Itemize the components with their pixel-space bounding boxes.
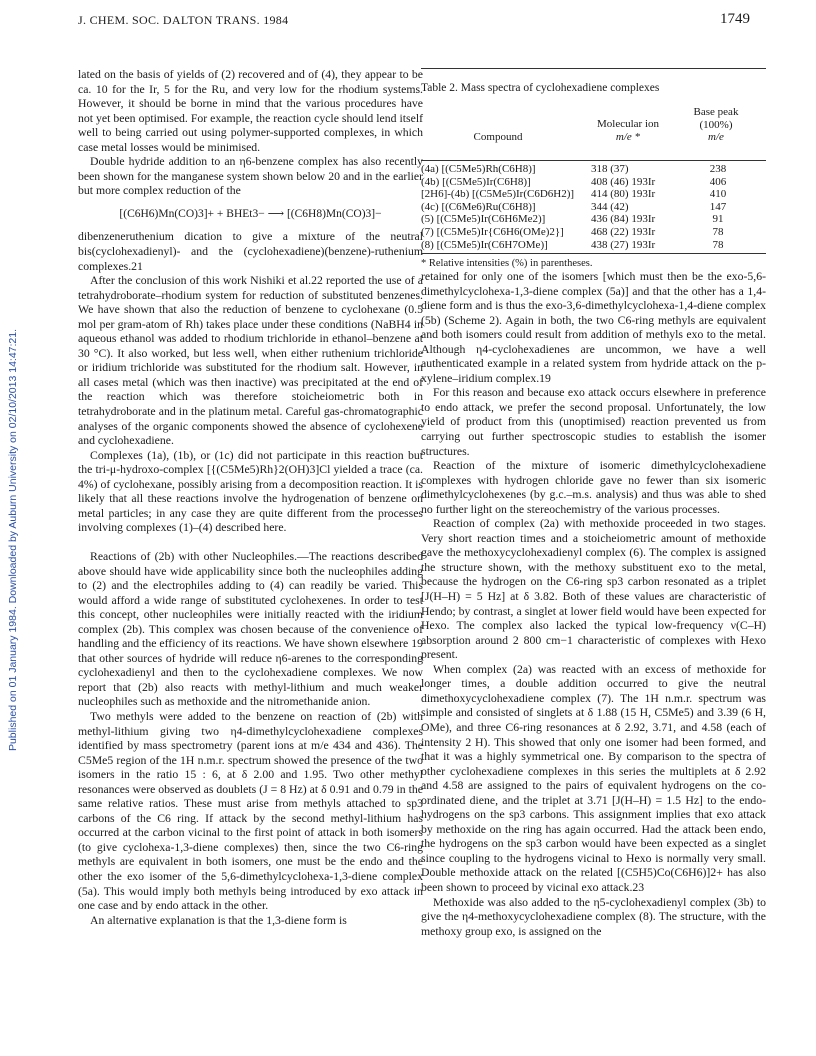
table-row	[421, 239, 766, 252]
table-2	[421, 68, 766, 269]
molecular-ion-cell: 344 (42)	[591, 200, 629, 213]
header-base-peak: Base peak (100%) m/e	[693, 106, 739, 143]
paragraph: For this reason and because exo attack occurs elsewhere in preference to endo attack, we prefer the second proposal. Unfortunately, the low yield of product from this (unoptimised) reaction prevented us from carrying out further spectroscopic studies to establish the isomer structures.	[421, 386, 766, 458]
molecular-ion-cell: 318 (37)	[591, 163, 629, 175]
table-header	[421, 106, 766, 160]
right-column	[421, 270, 766, 939]
base-peak-cell: 91	[712, 213, 724, 226]
paragraph: dibenzeneruthenium dication to give a mixture of the neutral bis(cyclohexadienyl)- and the (cyclohexadiene)(benzene)-ruthenium complexes.21	[78, 230, 423, 273]
header-compound: Compound	[473, 131, 523, 143]
table-row	[421, 213, 766, 226]
table-footnote: * Relative intensities (%) in parentheses.	[421, 258, 593, 270]
base-peak-cell: 147	[709, 200, 727, 213]
paragraph: Complexes (1a), (1b), or (1c) did not participate in this reaction but the tri-μ-hydroxo-complex [{(C5Me5)Rh}2(OH)3]Cl yielded a trace (ca. 4%) of cyclohexane, possibly arising from a decomposition reaction. It is likely that all these reactions involve the hydrogenation of benzene on metal particles; in any case they are quite different from the processes involving complexes (1)–(4) described here.	[78, 448, 423, 535]
molecular-ion-cell: 414 (80) 193Ir	[591, 188, 656, 201]
paragraph: An alternative explanation is that the 1,3-diene form is	[90, 913, 347, 927]
table-top-rule	[421, 68, 766, 69]
base-peak-cell: 78	[712, 238, 724, 251]
left-column	[78, 68, 423, 928]
paragraph: Two methyls were added to the benzene on reaction of (2b) with methyl-lithium giving two η4-dimethylcyclohexadiene complexes identified by mass spectrometry (parent ions at m/e 434 and 436). The C5Me5 region of the 1H n.m.r. spectrum showed the presence of the two isomers in the ratio 15 : 6, at δ 2.00 and 1.95. Two other methyl resonances were observed as doublets (J = 8 Hz) at δ 0.91 and 0.79 in the same relative ratios. These must arise from methyls attached to sp3 carbons of the C6 ring. If attack by the second methyl-lithium has occurred at the carbon vicinal to the first point of attack in both isomers (to give cyclohexa-1,3-diene complexes) then, since the two C6-ring methyls are equivalent in both isomers, one must be the endo and the other the exo isomer of the 5,6-dimethylcyclohexa-1,3-diene complex (5a). This would imply both methyls being introduced by exo attack in one case and by endo attack in the other.	[78, 709, 423, 913]
table-title: Table 2. Mass spectra of cyclohexadiene complexes	[421, 82, 660, 94]
table-bottom-rule	[421, 253, 766, 254]
paragraph: Double hydride addition to an η6-benzene complex has also recently been shown for the manganese system shown below 20 and in the earlier but more complex reduction of the	[78, 155, 423, 198]
paragraph: lated on the basis of yields of (2) recovered and of (4), they appear to be ca. 10 for the Ir, 5 for the Ru, and very low for the rhodium systems. However, it should be borne in mind that the various procedures have not yet been optimised. For example, the reaction cycle should lend itself well to being carried out using polymer-supported complexes, in which case metal losses would be minimised.	[78, 68, 423, 154]
header-molecular-ion: Molecular ion m/e *	[596, 118, 659, 143]
base-peak-cell: 410	[709, 188, 727, 201]
paragraph: Methoxide was also added to the η5-cyclohexadienyl complex (3b) to give the η4-methoxycyclohexadiene complex (8). The structure, with the methoxy group exo, is assigned on the	[421, 895, 766, 938]
molecular-ion-cell: 436 (84) 193Ir	[591, 213, 656, 226]
table-row	[421, 201, 766, 214]
table-row	[421, 163, 766, 176]
section-paragraph: Reactions of (2b) with other Nucleophiles.—The reactions described above should have wide applicability since both the nucleophiles adding to (2) and the electrophiles adding to (4) can readily be varied. This would afford a wide range of substituted cyclohexenes. In order to test this concept, other nucleophiles were initially reacted with the iridium complex (2b). This complex was chosen because of the convenience of handling and the efficiency of its reactions. We have shown elsewhere 19 that other sources of hydride will reduce η6-arenes to the corresponding cyclohexadienyl and then to the cyclohexadiene complexes. We now report that (2b) also reacts with methyl-lithium and much weaker nucleophiles such as methoxide and the nitromethanide anion.	[78, 549, 423, 709]
compound-cell: (5) [(C5Me5)Ir(C6H6Me2)]	[421, 213, 546, 226]
base-peak-cell: 238	[709, 163, 727, 175]
paragraph: After the conclusion of this work Nishiki et al.22 reported the use of a tetrahydroborate–rhodium system for reduction of substituted benzenes. We have shown that also the reduction of benzene to cyclohexane (0.5 mol per gram-atom of Rh) takes place under these conditions (NaBH4 in aqueous ethanol was added to rhodium trichloride in ethanol–benzene at 30 °C). It also worked, but less well, when either ruthenium trichloride or iridium trichloride was substituted for the rhodium salt. However, in all cases metal (which was then inactive) was precipitated at the end of the reaction which was therefore stoicheiometric both in tetrahydroborate and in the platinum metal. Careful gas-chromatographic analyses of the organic components showed the absence of cyclohexene and cyclohexadiene.	[78, 274, 423, 448]
paragraph: retained for only one of the isomers [which must then be the exo-5,6-dimethylcyclohexa-1,3-diene complex (5a)] and that the other has a 1,4-diene form and is thus the exo-3,6-dimethylcyclohexa-1,4-diene complex (5b) (Scheme 2). Again in both, the two C6-ring methyls are equivalent and both isomers could result from addition of methyls exo to the metal. Although η4-cyclohexadienes are uncommon, we have a well authenticated example in a related system from hydride attack on the p-xylene–iridium complex.19	[421, 270, 766, 385]
compound-cell: [2H6]-(4b) [(C5Me5)Ir(C6D6H2)]	[421, 188, 575, 201]
download-watermark-text: Published on 01 January 1984. Downloaded by Auburn University on 02/10/2013 14:47:21.	[7, 328, 19, 752]
table-header-rule	[421, 160, 766, 161]
download-watermark	[6, 160, 20, 920]
table-row	[421, 188, 766, 201]
table-row	[421, 176, 766, 189]
molecular-ion-cell: 408 (46) 193Ir	[591, 175, 656, 188]
compound-cell: (8) [(C5Me5)Ir(C6H7OMe)]	[421, 238, 548, 251]
table-row	[421, 226, 766, 239]
paragraph: Reaction of the mixture of isomeric dimethylcyclohexadiene complexes with hydrogen chloride gave no fewer than six isomeric dimethylcyclohexenes (by g.c.–m.s. analysis) and thus was able to shed no further light on the stereochemistry of the various processes.	[421, 459, 766, 516]
paragraph: Reaction of complex (2a) with methoxide proceeded in two stages. Very short reaction times and a stoicheiometric amount of methoxide gave the methoxycyclohexadienyl complex (6). The complex is assigned the structure shown, with the methoxy substituent exo to the metal, because the hydrogen on the C6-ring sp3 carbon resonated as a triplet [J(H–H) = 5 Hz] at δ 3.82. Both of these values are characteristic of Hendo; by contrast, a singlet at lower field would have been expected for Hexo. The complex also lacked the typical low-frequency ν(C–H) absorption around 2 800 cm−1 characteristic of complexes with Hexo present.	[421, 517, 766, 662]
compound-cell: (4c) [(C6Me6)Ru(C6H8)]	[421, 200, 536, 213]
page-number: 1749	[720, 11, 750, 27]
table-body	[421, 163, 766, 251]
molecular-ion-cell: 468 (22) 193Ir	[591, 225, 656, 238]
base-peak-cell: 78	[712, 225, 724, 238]
paragraph: When complex (2a) was reacted with an excess of methoxide for longer times, a double addition occurred to give the neutral dimethoxycyclohexadiene complex (7). The 1H n.m.r. spectrum was simple and consisted of singlets at δ 1.88 (15 H, C5Me5) and 3.39 (6 H, OMe), and three C6-ring resonances at δ 2.92, 3.71, and 4.58 (each of intensity 2 H). This showed that only one isomer had been formed, and that it was a highly symmetrical one. By comparison to the spectra of other cyclohexadiene complexes in this series the multiplets at δ 2.92 and 4.58 are assigned to the pairs of equivalent hydrogens on the co-ordinated diene, and the triplet at 3.71 [J(H–H) = 1.5 Hz] to the endo-hydrogens on the sp3 carbons. This assignment implies that exo attack by methoxide on the ring has again occurred. Had the attack been endo, the hydrogens on the sp3 carbon would have been expected as a singlet since coupling to the hydrogens vicinal to Hexo is normally very small. Double methoxide attack on the related [(C5H5)Co(C6H6)]2+ has also been shown to proceed by vicinal exo attack.23	[421, 662, 766, 894]
compound-cell: (4b) [(C5Me5)Ir(C6H8)]	[421, 175, 531, 188]
reaction-equation: [(C6H6)Mn(CO)3]+ + BHEt3− ⟶ [(C6H8)Mn(CO)3]−	[119, 207, 382, 220]
base-peak-cell: 406	[709, 175, 727, 188]
compound-cell: (4a) [(C5Me5)Rh(C6H8)]	[421, 163, 536, 175]
compound-cell: (7) [(C5Me5)Ir{C6H6(OMe)2}]	[421, 225, 564, 238]
running-header: J. CHEM. SOC. DALTON TRANS. 1984	[78, 13, 289, 27]
molecular-ion-cell: 438 (27) 193Ir	[591, 238, 656, 251]
